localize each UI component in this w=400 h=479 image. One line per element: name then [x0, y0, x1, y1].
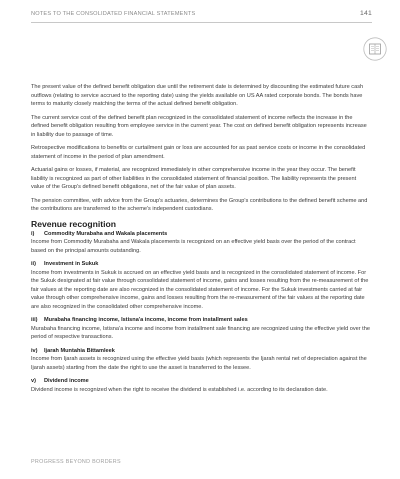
item-title: Murabaha financing income, Istisna'a income, income from installment sales: [44, 317, 248, 323]
intro-paragraph: Retrospective modifications to benefits or curtailment gain or loss are accounted for as past service costs or income in the consolidated statement of income in the period of plan amendment.: [31, 145, 366, 160]
section-title: NOTES TO THE CONSOLIDATED FINANCIAL STATEMENTS: [31, 11, 196, 17]
intro-paragraph: The present value of the defined benefit obligation due until the retirement date is determined by discounting the estimated future cash outflows (relating to service accrued to the reporting date) using the yields available on US AA rated corporate bonds. The bonds have terms to maturity closely matching the terms of the actual defined benefit obligation.: [31, 84, 364, 107]
item-number: i): [31, 230, 35, 237]
revenue-item-heading: [31, 230, 371, 239]
revenue-item-commodity-murabaha: [31, 230, 371, 256]
item-body: Income from Ijarah assets is recognized using the effective yield basis (which represents the Ijarah rental net of depreciation against the Ijarah assets) starting from the date the right to use the asset is transferred to the lessee.: [31, 356, 367, 371]
item-title: Investment in Sukuk: [44, 261, 99, 267]
item-number: iv): [31, 347, 38, 354]
revenue-item-murabaha-financing: [31, 316, 371, 342]
revenue-item-dividend: [31, 377, 371, 394]
revenue-item-heading: [31, 260, 371, 269]
revenue-item-heading: [31, 316, 371, 325]
item-body: Income from investments in Sukuk is accrued on an effective yield basis and is recognized in the consolidated statement of income. For the Sukuk designated at fair value through consolidated statement of income, gains and losses resulting from the re-measurement of the fair values at the reporting date are also recognized in the consolidated statement of income. For the Sukuk investments carried at fair value through other comprehensive income, gains and losses resulting from the re-measurement of the fair values at the reporting date are also recognized in the consolidated other comprehensive income.: [31, 269, 369, 310]
item-body: Dividend income is recognized when the right to receive the dividend is established i.e. according to its declaration date.: [31, 386, 328, 393]
revenue-item-heading: [31, 347, 371, 356]
running-header: [31, 11, 372, 17]
item-body: Murabaha financing income, Istisna'a income and income from installment sale financing are recognized using the effective yield over the period of respective transactions.: [31, 325, 370, 340]
item-title: Commodity Murabaha and Wakala placements: [44, 230, 168, 237]
item-number: iii): [31, 317, 38, 323]
page-number: 141: [360, 10, 372, 17]
running-footer: PROGRESS BEYOND BORDERS: [31, 459, 121, 465]
book-logo-icon: [363, 37, 387, 61]
header-divider: [31, 22, 372, 23]
item-title: Dividend income: [44, 378, 89, 384]
item-number: v): [31, 378, 36, 384]
revenue-recognition-heading: Revenue recognition: [31, 218, 116, 229]
item-number: ii): [31, 261, 36, 267]
intro-paragraph: Actuarial gains or losses, if material, are recognized immediately in other comprehensive income in the year they occur. The benefit liability is recognized as part of other liabilities in the consolidated statement of financial position. The liability represents the present value of the Group's defined benefit obligations, net of the fair value of plan assets.: [31, 167, 357, 190]
item-title: Ijarah Muntahia Bittamleek: [44, 347, 115, 354]
intro-paragraph: The pension committee, with advice from the Group's actuaries, determines the Group's contributions to the defined benefit scheme and the contributions are transferred to the scheme's independent custodians.: [31, 197, 368, 212]
intro-paragraph: The current service cost of the defined benefit plan recognized in the consolidated statement of income reflects the increase in the defined benefit obligation resulting from employee service in the current year. The cost on defined benefit obligation represents increase in liability due to passage of time.: [31, 114, 367, 138]
item-body: Income from Commodity Murabaha and Wakala placements is recognized on an effective yield basis over the period of the contract based on the principal amounts outstanding.: [31, 239, 356, 254]
revenue-item-heading: [31, 377, 371, 386]
revenue-item-ijarah: [31, 347, 371, 373]
revenue-item-sukuk: [31, 260, 371, 311]
main-content: [31, 83, 371, 399]
